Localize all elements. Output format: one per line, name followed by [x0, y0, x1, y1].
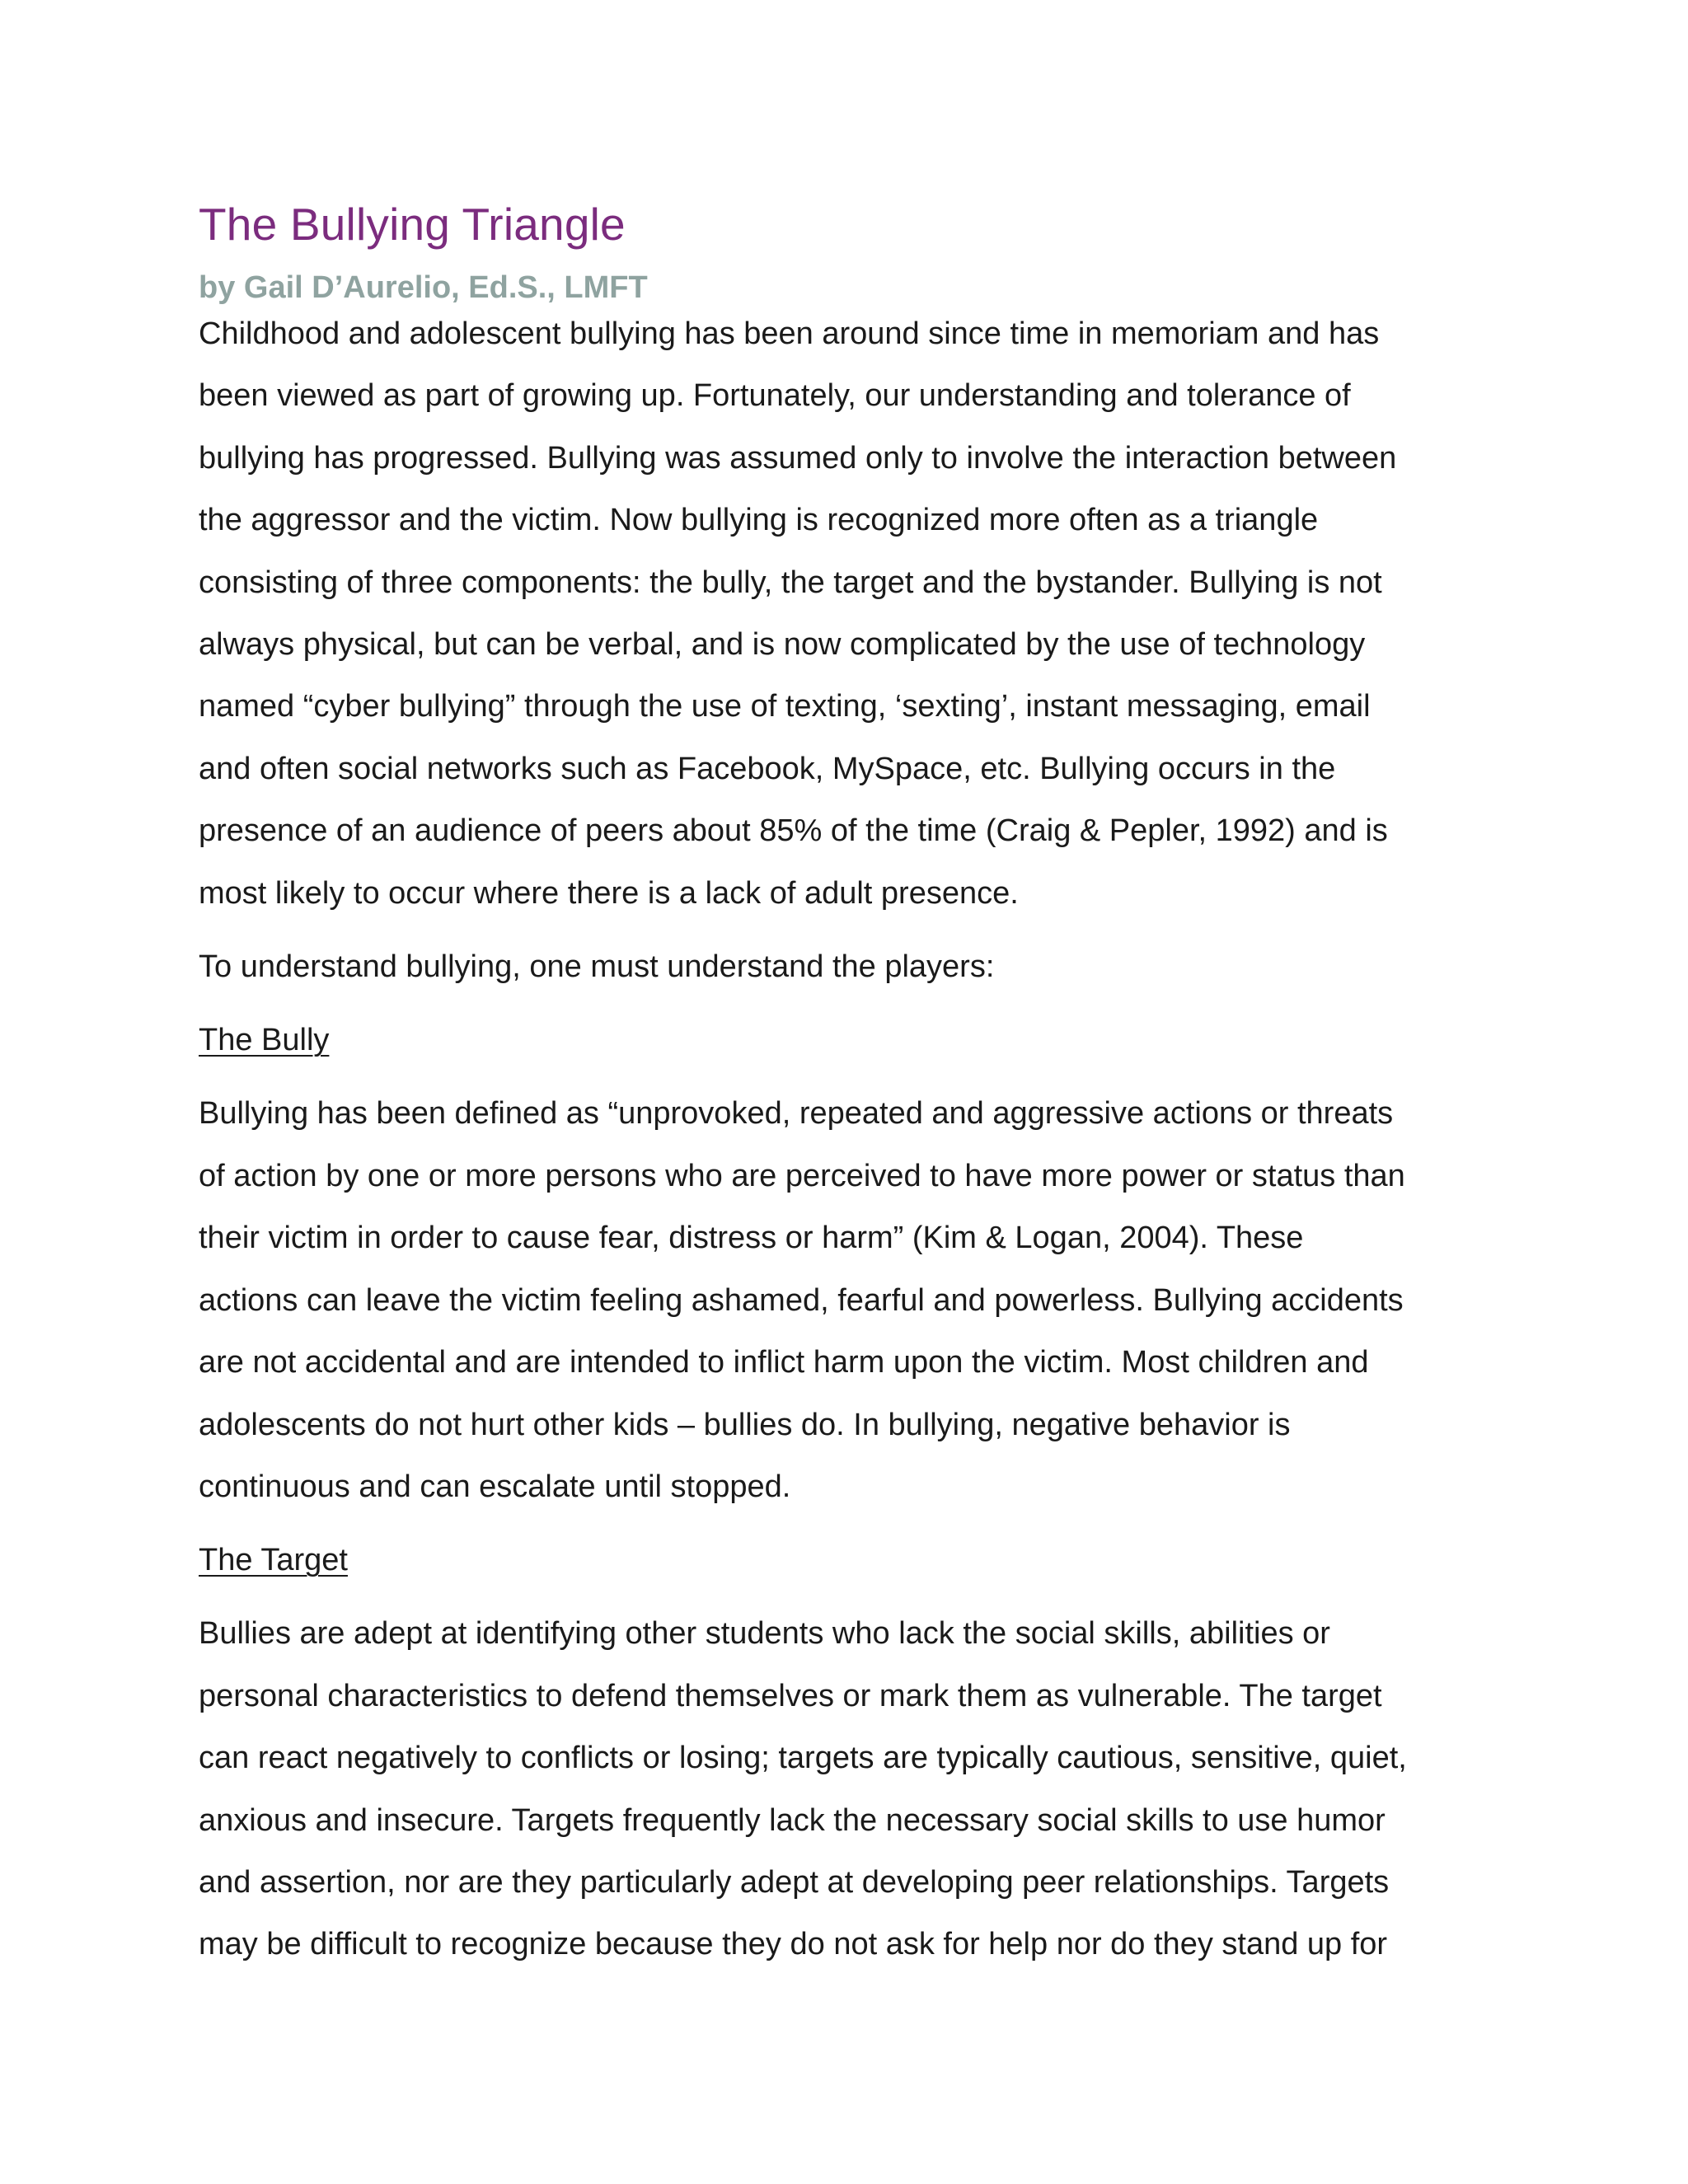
page-title: The Bullying Triangle [199, 199, 626, 250]
paragraph-line: been viewed as part of growing up. Fortunately, our understanding and tolerance of [199, 378, 1351, 414]
paragraph-line: actions can leave the victim feeling ashamed, fearful and powerless. Bullying accidents [199, 1282, 1404, 1318]
paragraph-line: always physical, but can be verbal, and is now complicated by the use of technology [199, 627, 1366, 663]
paragraph-spacer [199, 1591, 1484, 1603]
paragraph-line: and often social networks such as Facebook, MySpace, etc. Bullying occurs in the [199, 751, 1336, 786]
paragraph-line: Bullies are adept at identifying other students who lack the social skills, abilities or [199, 1616, 1330, 1652]
section-heading-bully: The Bully [199, 1023, 330, 1058]
paragraph-spacer [199, 1518, 1484, 1530]
paragraph-line: most likely to occur where there is a lack of adult presence. [199, 875, 1019, 911]
paragraph-line: To understand bullying, one must understand the players: [199, 949, 995, 985]
target-paragraph [199, 1603, 1484, 1975]
players-paragraph [199, 936, 1484, 998]
paragraph-line: can react negatively to conflicts or losing; targets are typically cautious, sensitive, quiet, [199, 1741, 1407, 1776]
intro-paragraph [199, 303, 1484, 925]
paragraph-spacer [199, 998, 1484, 1010]
paragraph-spacer [199, 925, 1484, 936]
bully-paragraph [199, 1083, 1484, 1518]
paragraph-line: are not accidental and are intended to inflict harm upon the victim. Most children and [199, 1345, 1369, 1380]
paragraph-line: anxious and insecure. Targets frequently lack the necessary social skills to use humor [199, 1802, 1386, 1838]
paragraph-line: bullying has progressed. Bullying was assumed only to involve the interaction between [199, 440, 1397, 476]
paragraph-line: consisting of three components: the bully, the target and the bystander. Bullying is not [199, 565, 1382, 600]
paragraph-line: their victim in order to cause fear, distress or harm” (Kim & Logan, 2004). These [199, 1221, 1304, 1256]
paragraph-line: Bullying has been defined as “unprovoked, repeated and aggressive actions or threats [199, 1096, 1394, 1132]
paragraph-line: personal characteristics to defend themselves or mark them as vulnerable. The target [199, 1678, 1382, 1713]
paragraph-line: the aggressor and the victim. Now bullying is recognized more often as a triangle [199, 503, 1319, 538]
section-heading-target: The Target [199, 1543, 348, 1578]
paragraph-line: of action by one or more persons who are perceived to have more power or status than [199, 1158, 1405, 1193]
paragraph-line: Childhood and adolescent bullying has been around since time in memoriam and has [199, 316, 1380, 351]
author-byline: by Gail D’Aurelio, Ed.S., LMFT [199, 270, 648, 305]
paragraph-line: named “cyber bullying” through the use of texting, ‘sexting’, instant messaging, email [199, 689, 1371, 724]
paragraph-line: and assertion, nor are they particularly adept at developing peer relationships. Targets [199, 1864, 1390, 1900]
paragraph-line: may be difficult to recognize because they do not ask for help nor do they stand up for [199, 1927, 1388, 1962]
paragraph-line: presence of an audience of peers about 85% of the time (Craig & Pepler, 1992) and is [199, 813, 1388, 849]
paragraph-line: adolescents do not hurt other kids – bullies do. In bullying, negative behavior is [199, 1407, 1291, 1442]
paragraph-line: continuous and can escalate until stopped. [199, 1469, 791, 1504]
paragraph-spacer [199, 1071, 1484, 1083]
document-page [199, 196, 1484, 1976]
